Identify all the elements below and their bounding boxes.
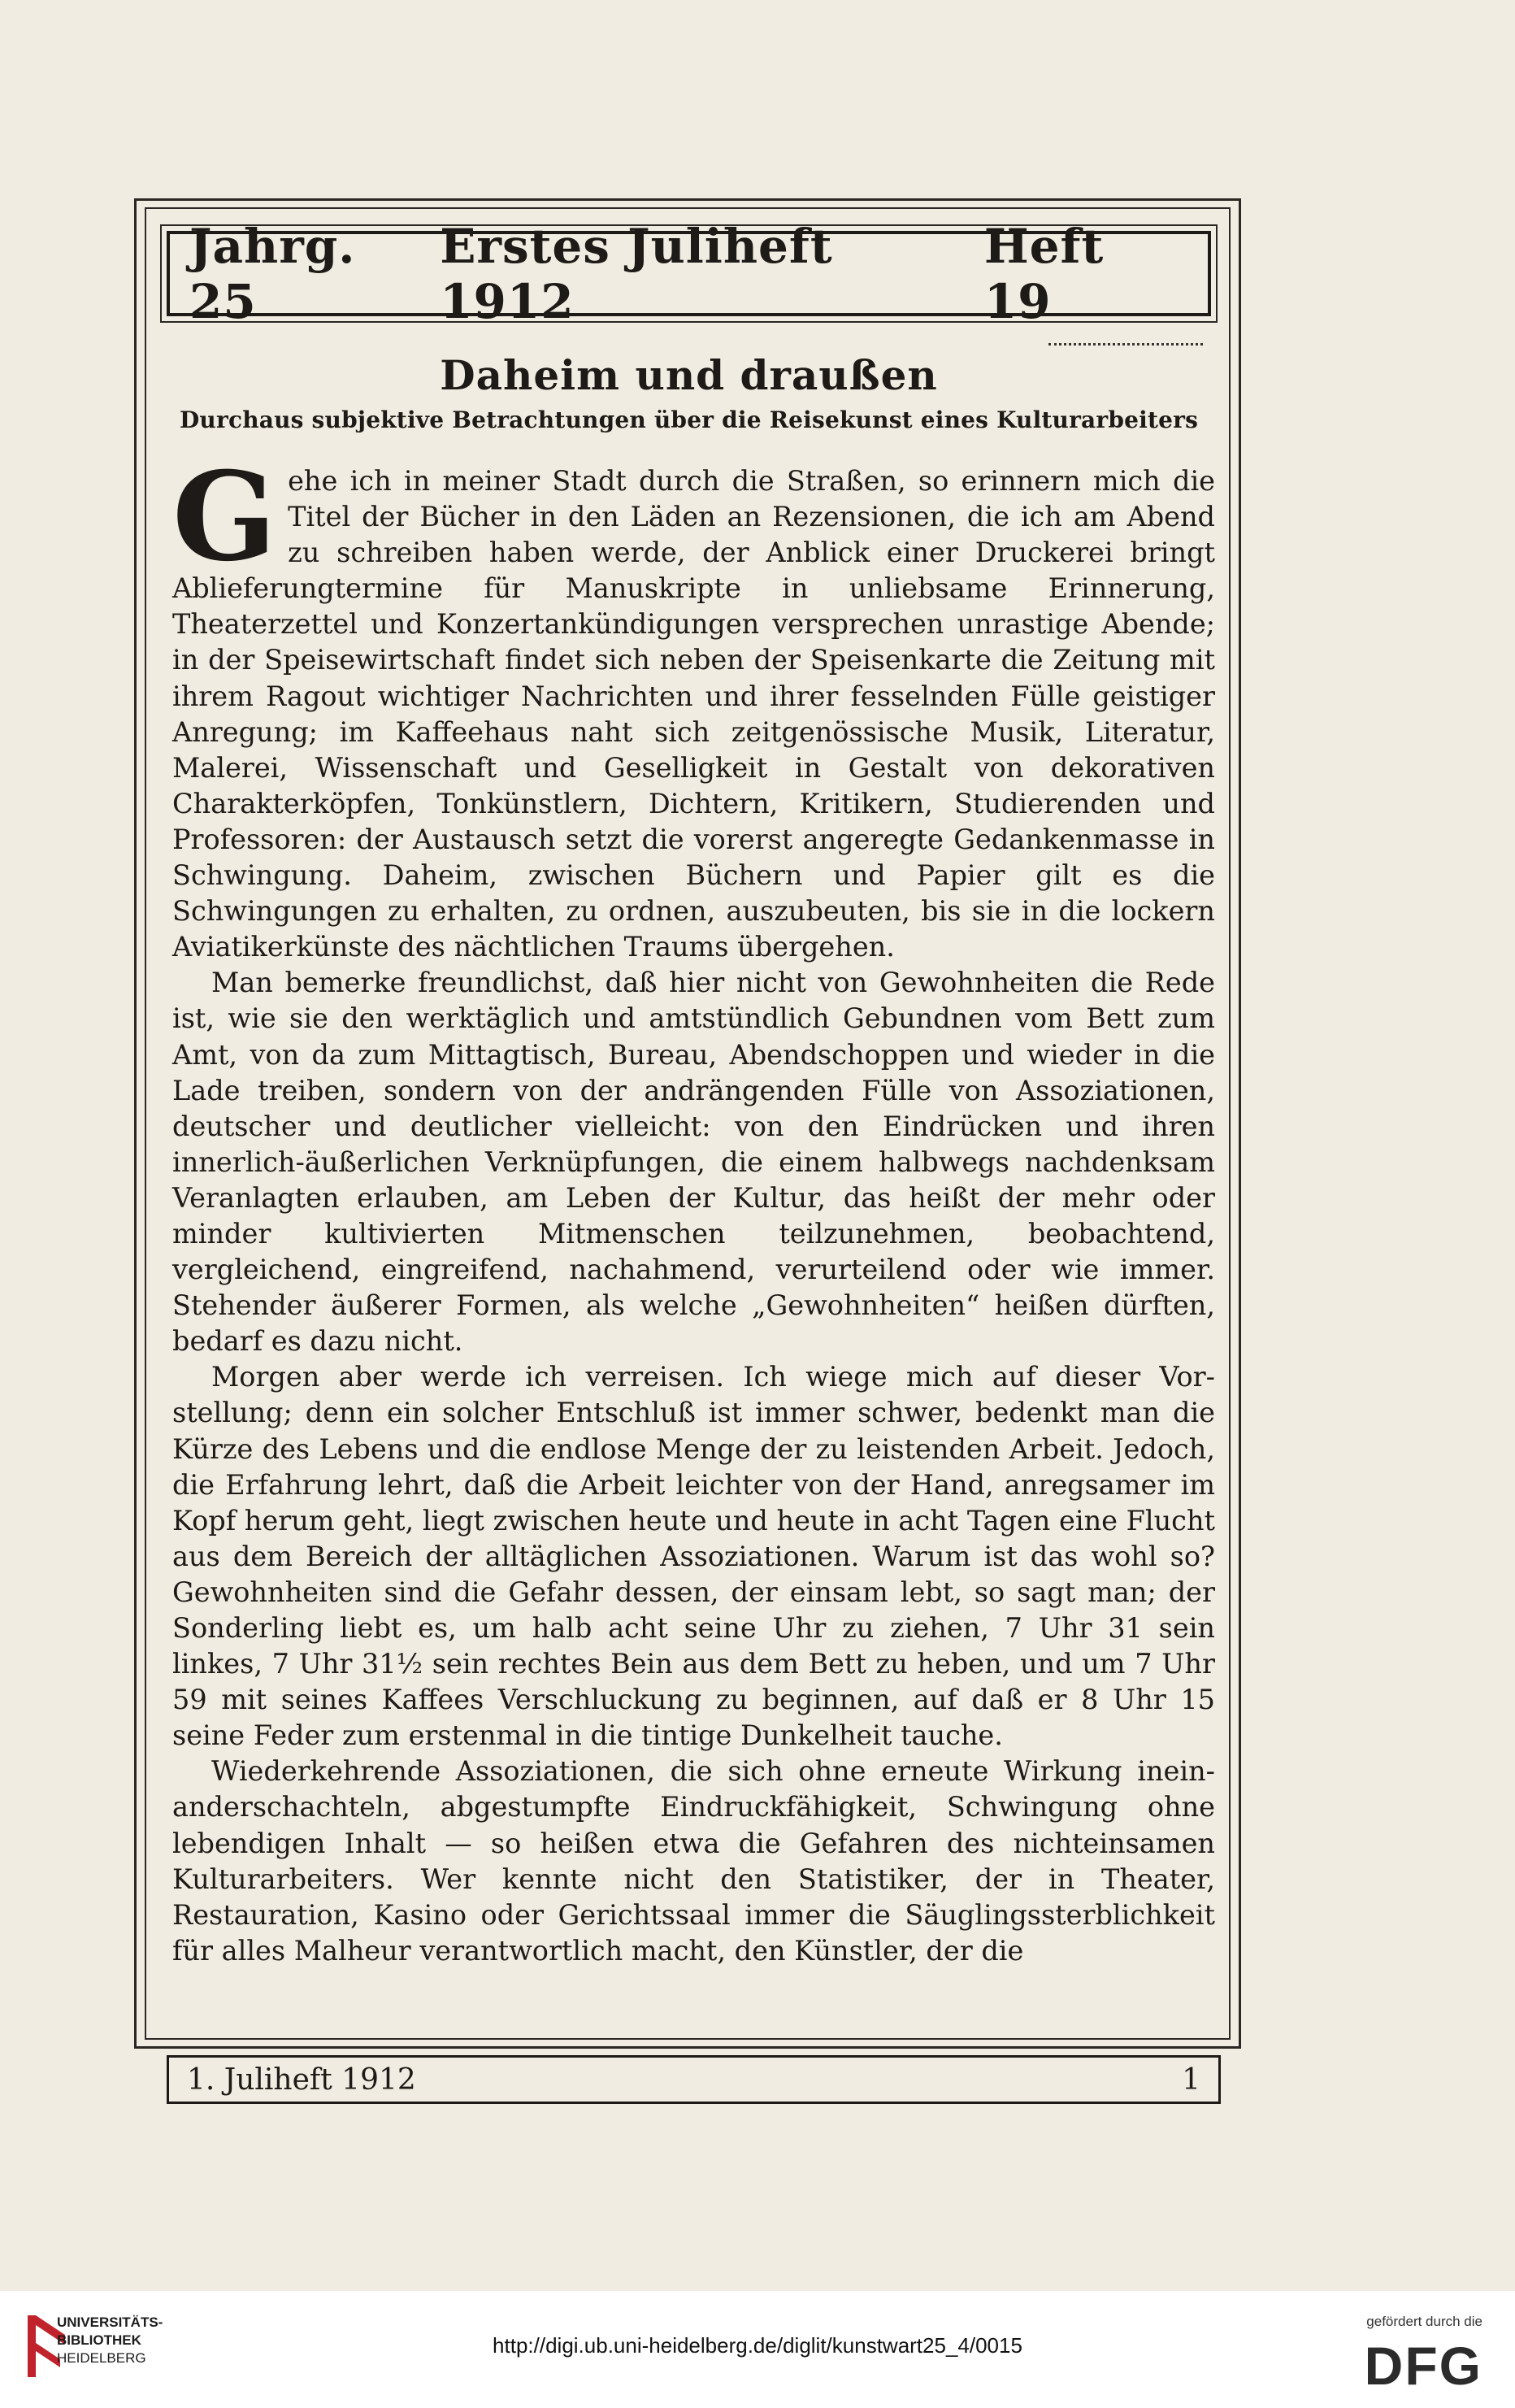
- header-number: Heft 19: [983, 218, 1105, 329]
- paragraph-1: [172, 446, 1215, 965]
- dropcap: G: [172, 446, 277, 589]
- article-body: [172, 446, 1215, 1969]
- dfg-logo[interactable]: DFG: [1364, 2336, 1482, 2396]
- issue-header: [167, 218, 1211, 329]
- page-number: 1: [1182, 2062, 1200, 2097]
- source-url[interactable]: http://digi.ub.uni-heidelberg.de/diglit/kunstwart25_4/0015: [493, 2333, 1022, 2358]
- header-volume: Jahrg. 25: [189, 218, 356, 329]
- page-footer: [167, 2055, 1221, 2104]
- header-issue-title: Erstes Juliheft 1912: [440, 218, 833, 329]
- funding-note: gefördert durch die: [1366, 2314, 1482, 2329]
- footer-issue: 1. Juliheft 1912: [187, 2062, 416, 2097]
- library-name-line3: HEIDELBERG: [57, 2350, 146, 2366]
- paragraph-3: Morgen aber werde ich verreisen. Ich wiege mich auf dieser Vorstellung; denn ein solcher Entschluß ist immer schwer, bedenkt man die Kürze des Lebens und die endlose Menge der zu leistenden Arbeit. Jedoch, die Erfahrung lehrt, daß die Arbeit leichter von der Hand, anregsamer im Kopf herum geht, liegt zwischen heute und heute in acht Tagen eine Flucht aus dem Bereich der alltäglichen Assoziationen. Warum ist das wohl so? Gewohnheiten sind die Gefahr dessen, der einsam lebt, so sagt man; der Sonderling liebt es, um halb acht seine Uhr zu ziehen, 7 Uhr 31 sein linkes, 7 Uhr 31½ sein rechtes Bein aus dem Bett zu heben, und um 7 Uhr 59 mit seines Kaffees Verschluckung zu beginnen, auf daß er 8 Uhr 15 seine Feder zum erstenmal in die tintige Dunkelheit tauche.: [172, 1361, 1215, 1752]
- paragraph-2: Man bemerke freundlichst, daß hier nicht von Gewohnheiten die Rede ist, wie sie den werktäglich und amtstündlich Gebundnen vom Bett zum Amt, von da zum Mittagtisch, Bureau, Abendschoppen und wieder in die Lade treiben, sondern von der andrängenden Fülle von Assoziationen, deutscher und deutlicher vielleicht: von den Eindrücken und ihren innerlich-äußerlichen Verknüpfungen, die einem halbwegs nachdenksam Veranlagten erlauben, am Leben der Kultur, das heißt der mehr oder minder kultivierten Mitmenschen teilzunehmen, beobachtend, vergleichend, eingreifend, nachahmend, verurteilend oder wie immer. Stehender äußerer Formen, als welche „Gewohnheiten“ heißen dürften, bedarf es dazu nicht.: [172, 967, 1215, 1358]
- paragraph-4: Wiederkehrende Assoziationen, die sich ohne erneute Wirkung ineinanderschachteln, abgestumpfte Eindruckfähigkeit, Schwingung ohne lebendigen Inhalt — so heißen etwa die Gefahren des nichteinsamen Kulturarbeiters. Wer kennte nicht den Statistiker, der in Theater, Restauration, Kasino oder Gerichtssaal immer die Säuglingssterblichkeit für alles Malheur verantwortlich macht, den Künstler, der die: [172, 1755, 1215, 1967]
- library-name-line1: UNIVERSITÄTS-: [57, 2315, 163, 2330]
- library-name-line2: BIBLIOTHEK: [57, 2332, 141, 2348]
- article-subtitle: Durchaus subjektive Betrachtungen über die Reisekunst eines Kulturarbeiters: [179, 406, 1199, 433]
- header-ornament: [1048, 332, 1203, 346]
- paragraph-1-text: ehe ich in meiner Stadt durch die Straßen, so erinnern mich die Titel der Bücher in den Läden an Rezensionen, die ich am Abend zu schreiben haben werde, der Anblick einer Druckerei bringt Ablieferungtermine für Manuskripte in unliebsame Erinnerung, Theaterzettel und Konzertankündigungen versprechen unrastige Abende; in der Speisewirtschaft findet sich neben der Speisenkarte die Zeitung mit ihrem Ragout wichtiger Nachrichten und ihrer fesselnden Fülle geistiger Anregung; im Kaffeehaus naht sich zeitgenössische Musik, Literatur, Malerei, Wissenschaft und Geselligkeit in Gestalt von dekorativen Charakterköpfen, Tonkünstlern, Dichtern, Kritikern, Studierenden und Professoren: der Austausch setzt die vorerst angeregte Gedankenmasse in Schwingung. Daheim, zwischen Büchern und Papier gilt es die Schwingungen zu erhalten, zu ordnen, auszubeuten, bis sie in die lockern Aviatikerkünste des nächtlichen Traums übergehen.: [172, 465, 1215, 963]
- article-title: Daheim und draußen: [440, 351, 938, 399]
